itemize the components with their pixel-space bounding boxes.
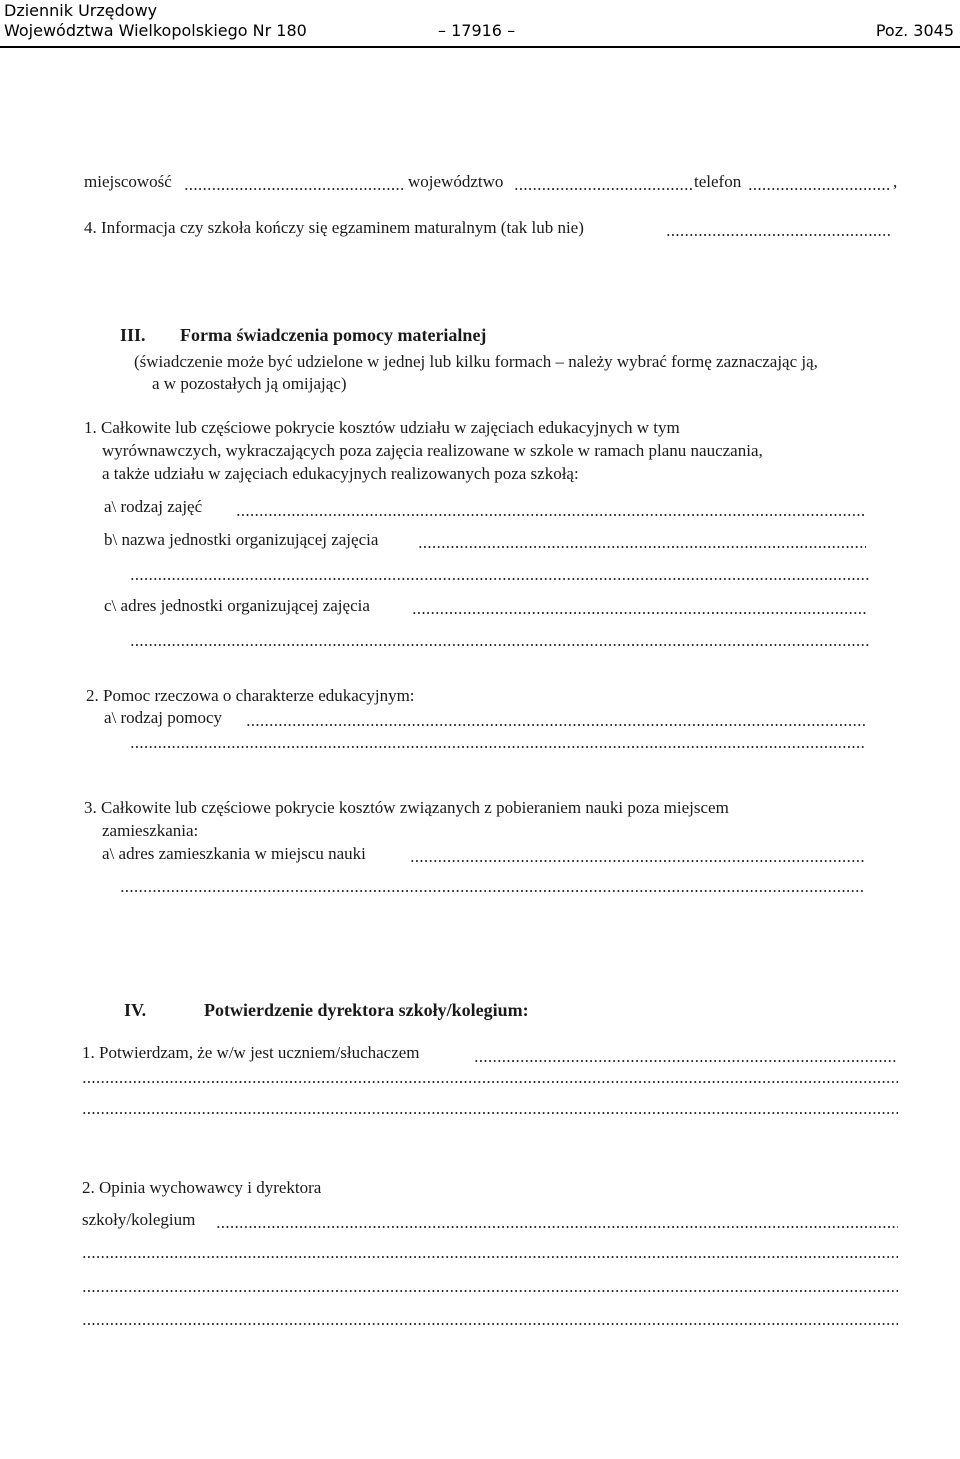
section-4-number: IV. [124, 1000, 147, 1020]
s4-p1-label: 1. Potwierdzam, że w/w jest uczniem/słuchaczem [82, 1043, 420, 1062]
field-rodzaj-pomocy-cont[interactable] [130, 746, 866, 748]
p3-line-1: 3. Całkowite lub częściowe pokrycie kosztów związanych z pobieraniem nauki poza miejscem [84, 798, 729, 817]
field-adres-jednostki-cont[interactable] [130, 644, 870, 646]
field-miejscowosc[interactable] [184, 188, 404, 190]
page-number: – 17916 – [438, 21, 516, 40]
field-opinia-cont-2[interactable] [82, 1290, 898, 1292]
item-4-label: 4. Informacja czy szkoła kończy się egzaminem maturalnym (tak lub nie) [84, 218, 584, 237]
section-4-title: Potwierdzenie dyrektora szkoły/kolegium: [204, 1000, 529, 1020]
p1-b-label: b\ nazwa jednostki organizującej zajęcia [104, 530, 379, 549]
section-3-note-1: (świadczenie może być udzielone w jednej lub kilku formach – należy wybrać formę zaznaczając ją, [134, 352, 818, 371]
p1-line-2: wyrównawczych, wykraczających poza zajęcia realizowane w szkole w ramach planu nauczania, [102, 441, 763, 460]
p2-a-label: a\ rodzaj pomocy [104, 708, 223, 727]
p1-c-label: c\ adres jednostki organizującej zajęcia [104, 596, 370, 615]
field-uczen-cont-1[interactable] [82, 1081, 898, 1083]
field-nazwa-jednostki-cont[interactable] [130, 578, 870, 580]
field-rodzaj-zajec[interactable] [236, 514, 864, 516]
p3-a-label: a\ adres zamieszkania w miejscu nauki [102, 844, 366, 863]
field-adres-jednostki[interactable] [412, 612, 866, 614]
section-3-title: Forma świadczenia pomocy materialnej [180, 325, 487, 345]
field-uczen-cont-2[interactable] [82, 1112, 898, 1114]
p1-a-label: a\ rodzaj zajęć [104, 497, 203, 516]
section-3-number: III. [120, 325, 146, 345]
field-nazwa-jednostki[interactable] [418, 546, 866, 548]
field-matura[interactable] [666, 234, 890, 236]
label-miejscowosc: miejscowość [84, 172, 172, 191]
s4-p2-label-2: szkoły/kolegium [82, 1210, 196, 1229]
journal-title: Dziennik Urzędowy [4, 1, 158, 20]
section-3-note-2: a w pozostałych ją omijając) [152, 374, 347, 393]
field-opinia[interactable] [216, 1226, 898, 1228]
position-number: Poz. 3045 [875, 21, 954, 40]
trailing-comma: , [893, 172, 898, 191]
field-uczen[interactable] [474, 1060, 898, 1062]
journal-subtitle: Województwa Wielkopolskiego Nr 180 [4, 21, 307, 40]
field-adres-zamieszkania[interactable] [410, 860, 864, 862]
p1-line-3: a także udziału w zajęciach edukacyjnych realizowanych poza szkołą: [102, 464, 579, 483]
label-wojewodztwo: województwo [408, 172, 504, 191]
label-telefon: telefon [694, 172, 742, 191]
p1-line-1: 1. Całkowite lub częściowe pokrycie kosztów udziału w zajęciach edukacyjnych w tym [84, 418, 680, 437]
field-wojewodztwo[interactable] [514, 188, 692, 190]
field-opinia-cont-1[interactable] [82, 1256, 898, 1258]
field-opinia-cont-3[interactable] [82, 1323, 898, 1325]
s4-p2-label-1: 2. Opinia wychowawcy i dyrektora [82, 1178, 322, 1197]
p3-line-2: zamieszkania: [102, 821, 199, 840]
field-rodzaj-pomocy[interactable] [246, 724, 866, 726]
p2-title: 2. Pomoc rzeczowa o charakterze edukacyjnym: [86, 686, 415, 705]
field-telefon[interactable] [748, 188, 890, 190]
page-header [0, 0, 960, 48]
field-adres-zamieszkania-cont[interactable] [120, 890, 864, 892]
